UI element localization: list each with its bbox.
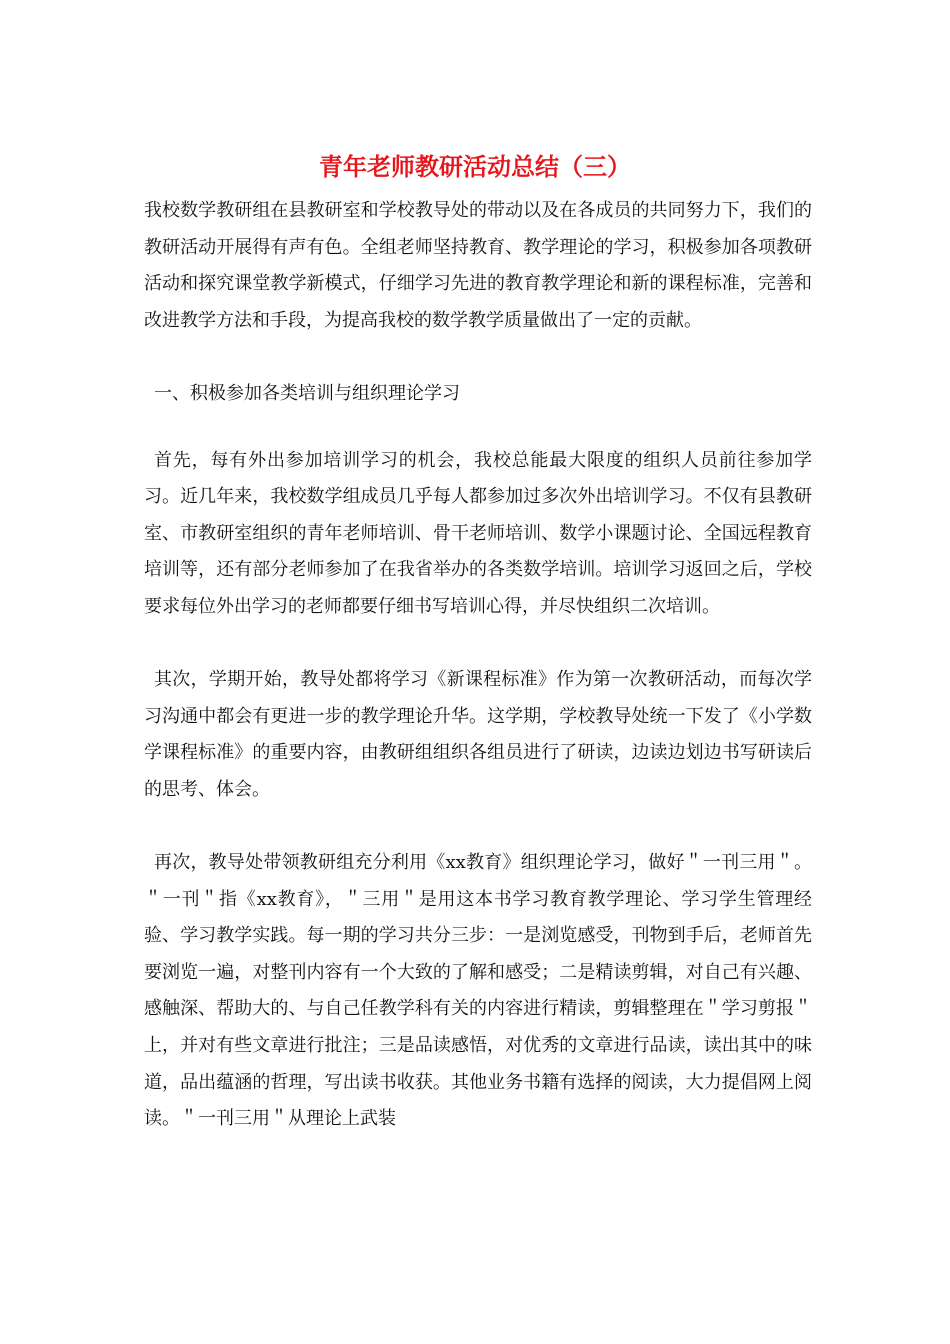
paragraph-gap [144, 809, 812, 846]
paragraph-gap [144, 413, 812, 443]
paragraph-second: 其次，学期开始，教导处都将学习《新课程标准》作为第一次教研活动，而每次学习沟通中都会有更进一步的教学理论升华。这学期，学校教导处统一下发了《小学数学课程标准》的重要内容，由教研组组织各组员进行了研读，边读边划边书写研读后的思考、体会。 [144, 669, 812, 800]
paragraph-gap [144, 626, 812, 663]
document-body [144, 193, 812, 1138]
paragraph-gap [144, 339, 812, 376]
paragraph-first: 首先，每有外出参加培训学习的机会，我校总能最大限度的组织人员前往参加学习。近几年来，我校数学组成员几乎每人都参加过多次外出培训学习。不仅有县教研室、市教研室组织的青年老师培训、骨干老师培训、数学小课题讨论、全国远程教育培训等，还有部分老师参加了在我省举办的各类数学培训。培训学习返回之后，学校要求每位外出学习的老师都要仔细书写培训心得，并尽快组织二次培训。 [144, 449, 812, 617]
paragraph-third: 再次，教导处带领教研组充分利用《xx教育》组织理论学习，做好＂一刊三用＂。＂一刊＂指《xx教育》，＂三用＂是用这本书学习教育教学理论、学习学生管理经验、学习教学实践。每一期的学习共分三步：一是浏览感受，刊物到手后，老师首先要浏览一遍，对整刊内容有一个大致的了解和感受；二是精读剪辑，对自己有兴趣、感触深、帮助大的、与自己任教学科有关的内容进行精读，剪辑整理在＂学习剪报＂上，并对有些文章进行批注；三是品读感悟，对优秀的文章进行品读，读出其中的味道，品出蕴涵的哲理，写出读书收获。其他业务书籍有选择的阅读，大力提倡网上阅读。＂一刊三用＂从理论上武装 [144, 852, 812, 1130]
intro-paragraph: 我校数学教研组在县教研室和学校教导处的带动以及在各成员的共同努力下，我们的教研活动开展得有声有色。全组老师坚持教育、教学理论的学习，积极参加各项教研活动和探究课堂教学新模式，仔细学习先进的教育教学理论和新的课程标准，完善和改进教学方法和手段，为提高我校的数学教学质量做出了一定的贡献。 [144, 200, 812, 331]
document-title: 青年老师教研活动总结（三） [319, 152, 631, 181]
section-heading: 一、积极参加各类培训与组织理论学习 [154, 382, 460, 404]
